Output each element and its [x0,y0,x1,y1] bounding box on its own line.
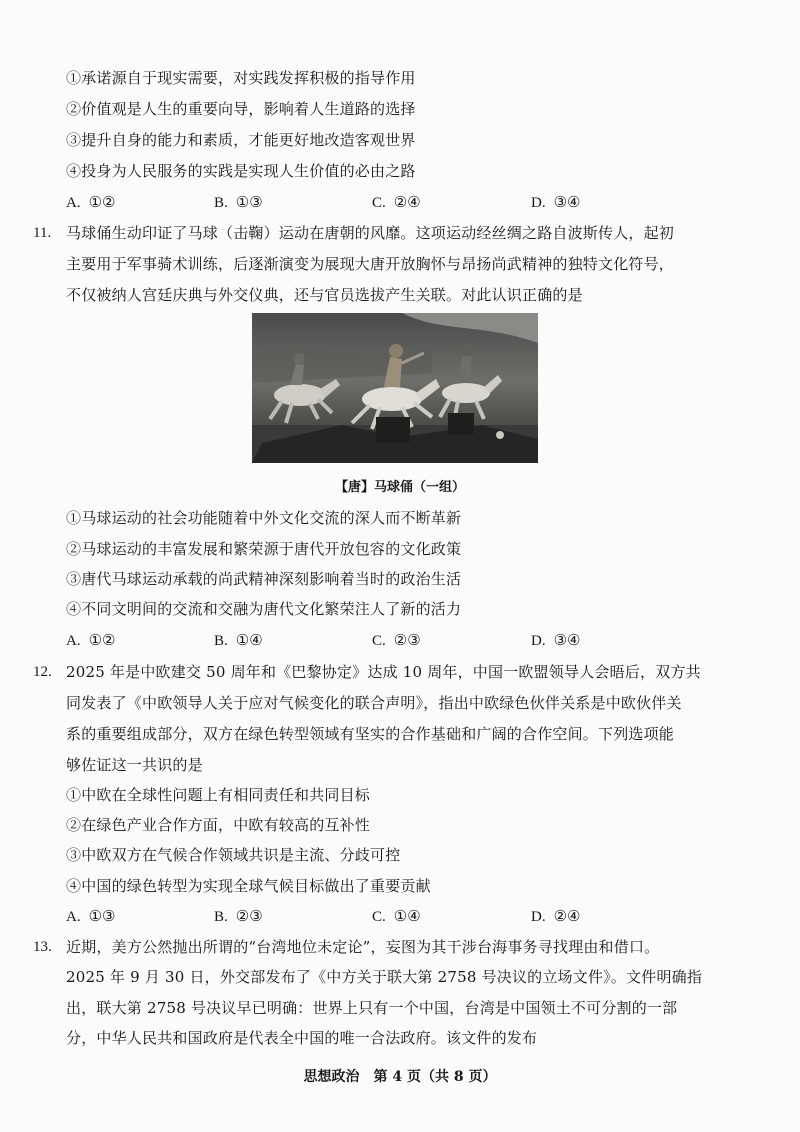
q11-option-2: ②马球运动的丰富发展和繁荣源于唐代开放包容的文化政策 [66,540,462,558]
q12-choice-b [214,906,263,927]
q10-choice-d [531,192,581,213]
q10-option-3: ③提升自身的能力和素质，才能更好地改造客观世界 [66,131,416,149]
choice-letter: D. [531,909,546,925]
q12-option-1: ①中欧在全球性问题上有相同责任和共同目标 [66,786,371,804]
choice-text: ①④ [393,907,421,925]
choice-letter: C. [372,909,386,925]
q11-choice-b [214,630,263,651]
q11-number: 11. [33,225,52,241]
q11-stem-line-3: 不仅被纳人宫廷庆典与外交仪典，还与官员选拔产生关联。对此认识正确的是 [66,286,583,304]
q11-option-4: ④不同文明间的交流和交融为唐代文化繁荣注人了新的活力 [66,600,462,618]
choice-text: ③④ [553,631,581,649]
polo-figurines-photo [252,313,538,463]
q11-choice-c [372,630,421,651]
q11-stem-line-2: 主要用于军事骑术训练，后逐渐演变为展现大唐开放胸怀与昂扬尚武精神的独特文化符号， [66,255,675,273]
q12-option-3: ③中欧双方在气候合作领域共识是主流、分歧可控 [66,846,401,864]
q11-option-3: ③唐代马球运动承载的尚武精神深刻影响着当时的政治生活 [66,570,462,588]
q10-option-4: ④投身为人民服务的实践是实现人生价值的必由之路 [66,162,416,180]
choice-letter: A. [66,633,81,649]
choice-letter: A. [66,195,81,211]
q13-stem-line-4: 分，中华人民共和国政府是代表全中国的唯一合法政府。该文件的发布 [66,1029,538,1047]
q11-choice-d [531,630,581,651]
q12-stem-line-4: 够佐证这一共识的是 [66,756,203,774]
choice-text: ③④ [553,193,581,211]
q10-choice-a [66,192,116,213]
choice-text: ①④ [235,631,263,649]
q13-number: 13. [33,939,52,955]
q12-choice-c [372,906,421,927]
q12-option-4: ④中国的绿色转型为实现全球气候目标做出了重要贡献 [66,877,431,895]
choice-text: ①② [88,193,116,211]
q11-option-1: ①马球运动的社会功能随着中外文化交流的深人而不断革新 [66,509,462,527]
q12-stem-line-1: 2025 年是中欧建交 50 周年和《巴黎协定》达成 10 周年，中国一欧盟领导人会晤后，双方共 [66,663,701,681]
q11-stem-line-1: 马球俑生动印证了马球（击鞠）运动在唐朝的风靡。这项运动经丝绸之路自波斯传人，起初 [66,224,675,242]
choice-letter: D. [531,195,546,211]
choice-text: ②④ [553,907,581,925]
choice-letter: A. [66,909,81,925]
q10-choice-b [214,192,263,213]
choice-letter: B. [214,195,228,211]
choice-letter: D. [531,633,546,649]
q10-option-2: ②价值观是人生的重要向导，影响着人生道路的选择 [66,100,416,118]
choice-letter: B. [214,909,228,925]
choice-text: ②③ [235,907,263,925]
q12-option-2: ②在绿色产业合作方面，中欧有较高的互补性 [66,816,371,834]
choice-text: ②③ [393,631,421,649]
q10-option-1: ①承诺源自于现实需要，对实践发挥积极的指导作用 [66,69,416,87]
q12-choice-d [531,906,581,927]
q11-choice-a [66,630,116,651]
q13-stem-line-1: 近期，美方公然抛出所谓的“台湾地位未定论”，妄图为其干涉台海事务寻找理由和借口。 [66,938,660,956]
choice-text: ①③ [88,907,116,925]
polo-figurines-image [252,313,538,463]
q13-stem-line-3: 出，联大第 2758 号决议早已明确：世界上只有一个中国，台湾是中国领土不可分割的一部 [66,999,678,1017]
choice-text: ①③ [235,193,263,211]
choice-text: ②④ [393,193,421,211]
q12-choice-a [66,906,116,927]
q12-number: 12. [33,664,52,680]
q12-stem-line-2: 同发表了《中欧领导人关于应对气候变化的联合声明》，指出中欧绿色伙伴关系是中欧伙伴关 [66,694,682,712]
choice-letter: C. [372,195,386,211]
choice-letter: B. [214,633,228,649]
page-footer: 思想政治 第 4 页（共 8 页） [303,1069,497,1085]
choice-text: ①② [88,631,116,649]
q12-stem-line-3: 系的重要组成部分，双方在绿色转型领域有坚实的合作基础和广阔的合作空间。下列选项能 [66,725,675,743]
q10-choice-c [372,192,421,213]
q13-stem-line-2: 2025 年 9 月 30 日，外交部发布了《中方关于联大第 2758 号决议的立场文件》。文件明确指 [66,968,703,986]
choice-letter: C. [372,633,386,649]
figure-caption: 【唐】马球俑（一组） [334,480,465,495]
